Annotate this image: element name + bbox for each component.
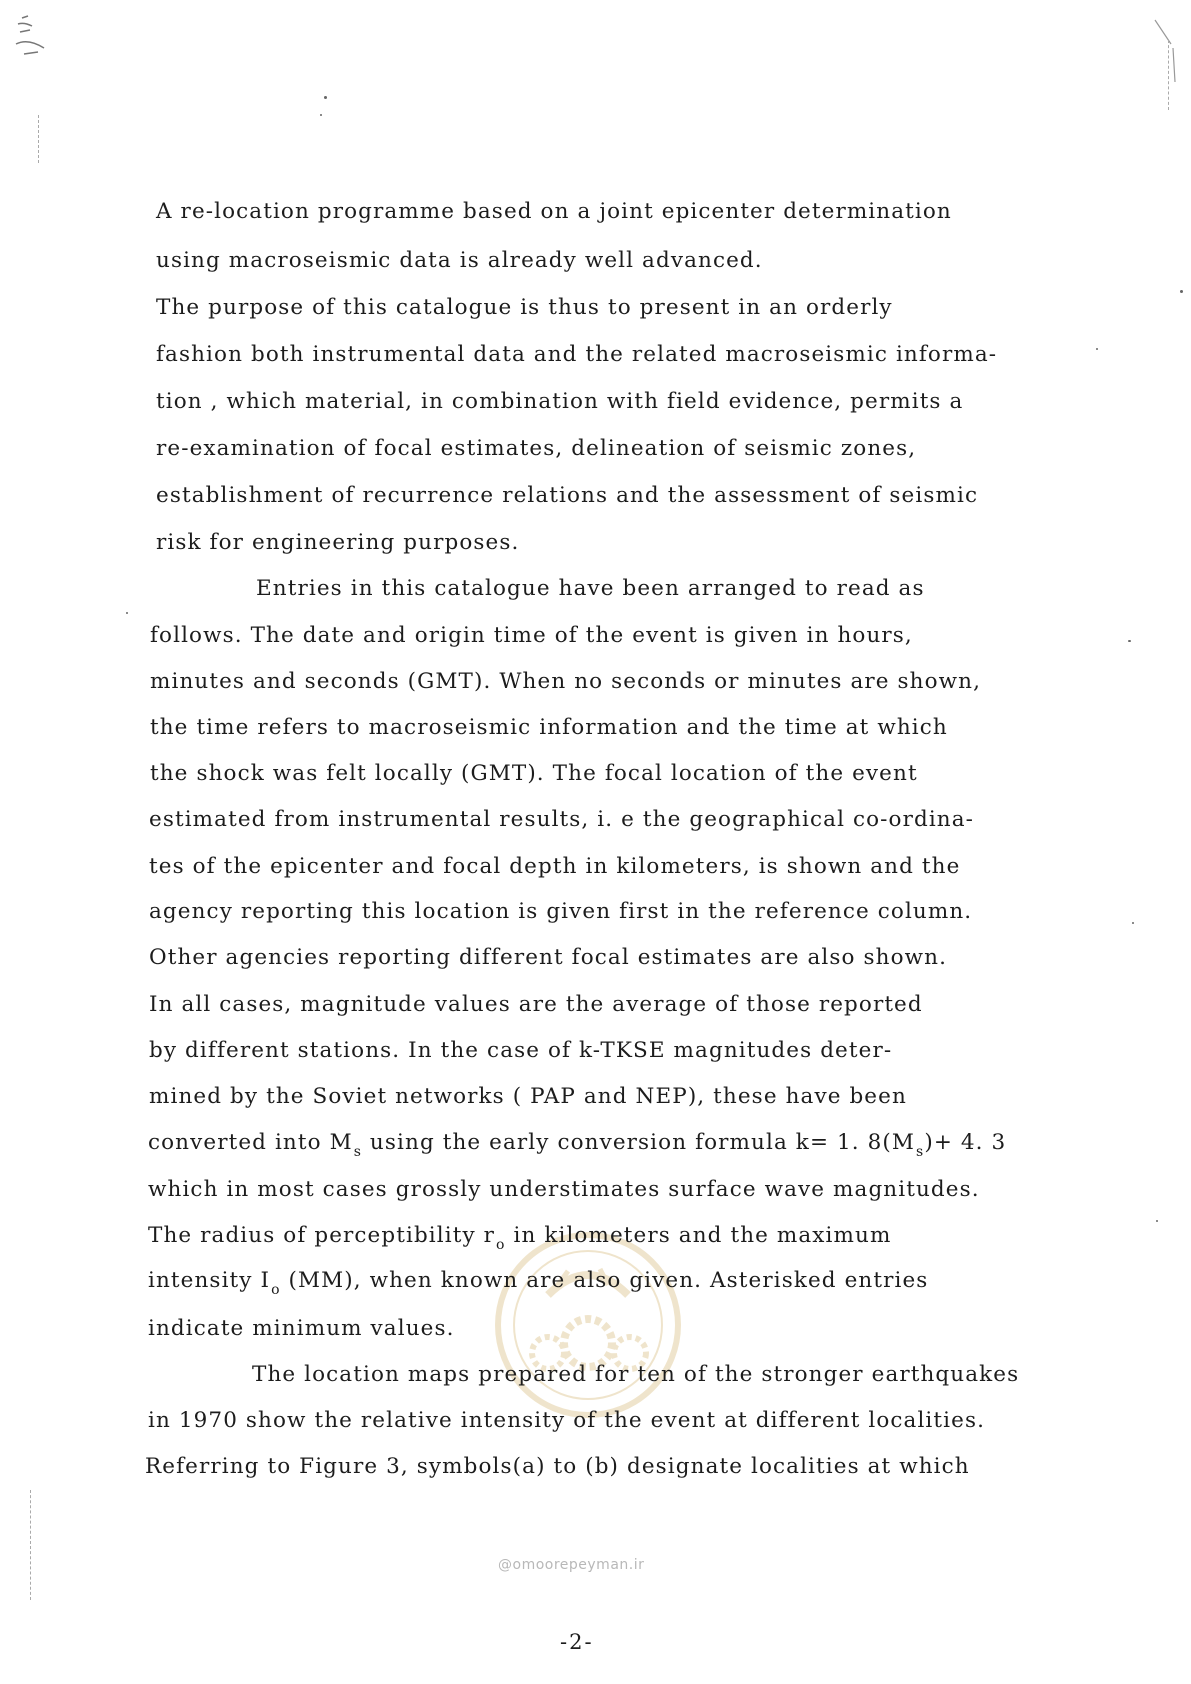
text-line: tion , which material, in combination with field evidence, permits a [156,389,964,414]
text-line: A re-location programme based on a joint epicenter determination [156,199,952,224]
text-line: minutes and seconds (GMT). When no seconds or minutes are shown, [150,669,982,694]
text-segment: )+ 4. 3 [924,1130,1007,1155]
text-line: follows. The date and origin time of the event is given in hours, [150,623,913,648]
page-number: -2- [560,1630,594,1654]
text-line-radius [148,1221,891,1253]
text-line: in 1970 show the relative intensity of the event at different localities. [148,1408,986,1433]
subscript: o [271,1282,281,1298]
text-segment: using the early conversion formula k= 1. 8(M [362,1130,916,1155]
text-line: using macroseismic data is already well advanced. [156,248,763,273]
subscript: o [496,1237,506,1253]
text-line: estimated from instrumental results, i. e the geographical co-ordina- [149,807,975,832]
scan-mark-icon [14,14,50,60]
scan-speck [1132,922,1134,924]
text-line: Entries in this catalogue have been arranged to read as [256,576,925,601]
scan-edge-mark [30,1490,31,1600]
watermark-caption: @omoorepeyman.ir [498,1557,645,1573]
text-line: mined by the Soviet networks ( PAP and NEP), these have been [149,1084,907,1109]
scan-speck [1180,290,1183,293]
scan-edge-mark [1168,40,1169,110]
text-line: risk for engineering purposes. [156,530,520,555]
text-line: fashion both instrumental data and the related macroseismic informa- [156,342,998,367]
text-line: tes of the epicenter and focal depth in kilometers, is shown and the [149,854,961,879]
text-line-conversion [148,1128,1006,1160]
text-line: The location maps prepared for ten of the stronger earthquakes [252,1362,1020,1387]
text-line: establishment of recurrence relations and the assessment of seismic [156,483,979,508]
text-segment: converted into M [148,1130,353,1155]
scan-mark-icon [1151,14,1187,84]
text-line-intensity [148,1266,928,1298]
text-segment: (MM), when known are also given. Asterisked entries [280,1268,929,1293]
text-line: Referring to Figure 3, symbols(a) to (b) designate localities at which [145,1454,970,1479]
text-line: indicate minimum values. [148,1316,455,1341]
text-segment: The radius of perceptibility r [148,1223,496,1248]
text-line: Other agencies reporting different focal estimates are also shown. [149,945,948,970]
scan-speck [126,612,128,614]
scan-speck [1096,348,1098,350]
watermark-logo-icon [488,1225,688,1425]
text-line: re-examination of focal estimates, delineation of seismic zones, [156,436,917,461]
subscript: s [916,1144,925,1160]
subscript: s [353,1144,362,1160]
scan-speck [1128,640,1131,642]
text-line: which in most cases grossly understimates surface wave magnitudes. [148,1177,980,1202]
text-segment: in kilometers and the maximum [505,1223,892,1248]
scan-speck [320,114,322,116]
text-line: the shock was felt locally (GMT). The focal location of the event [150,761,918,786]
text-line: The purpose of this catalogue is thus to present in an orderly [156,295,893,320]
text-segment: intensity I [148,1268,271,1293]
scan-speck [1156,1220,1158,1222]
scan-speck [324,96,327,99]
scan-edge-mark [38,115,39,163]
text-line: agency reporting this location is given first in the reference column. [149,899,973,924]
text-line: by different stations. In the case of k-TKSE magnitudes deter- [149,1038,893,1063]
text-line: the time refers to macroseismic information and the time at which [150,715,948,740]
text-line: In all cases, magnitude values are the average of those reported [149,992,923,1017]
